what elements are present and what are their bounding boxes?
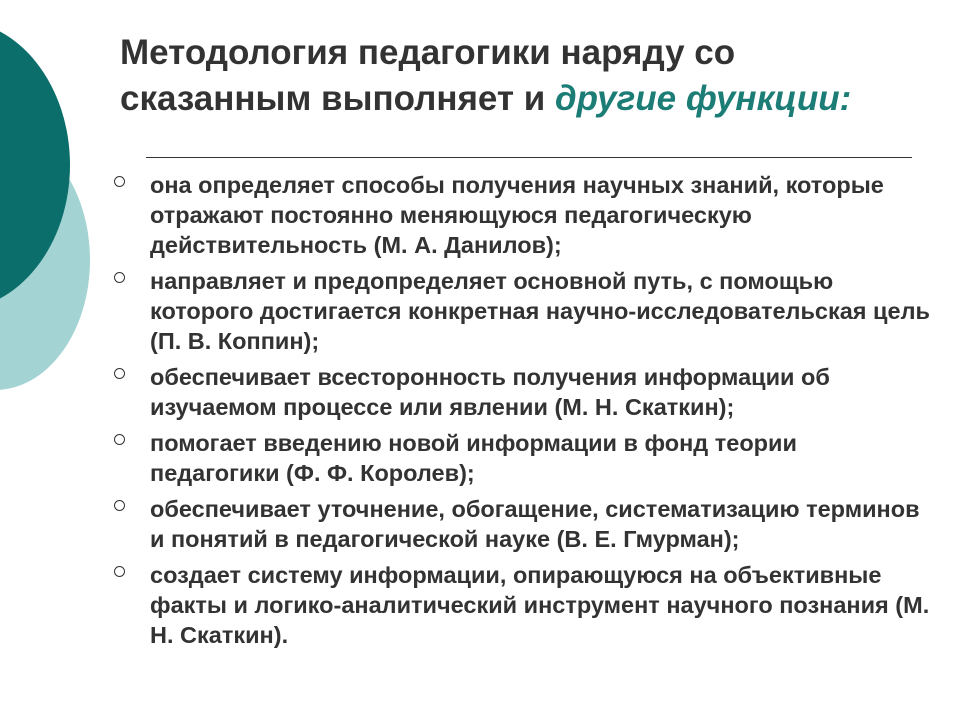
hollow-circle-bullet-icon [114, 500, 125, 511]
hollow-circle-bullet-icon [114, 434, 125, 445]
title-line-2: сказанным выполняет и [120, 79, 546, 118]
hollow-circle-bullet-icon [114, 272, 125, 283]
bullet-item [112, 266, 932, 356]
bullet-text: она определяет способы получения научных знаний, которые отражают постоянно меняющуюся педагогическую действительность (М. А. Данилов); [150, 172, 884, 258]
bullet-list [112, 170, 932, 656]
title-line-1: Методология педагогики наряду со [120, 33, 736, 72]
hollow-circle-bullet-icon [114, 566, 125, 577]
bullet-text: обеспечивает всесторонность получения информации об изучаемом процессе или явлении (М. Н. Скаткин); [150, 364, 830, 420]
hollow-circle-bullet-icon [114, 176, 125, 187]
bullet-item [112, 362, 932, 422]
bullet-item [112, 170, 932, 260]
title-emphasis: другие функции: [555, 79, 852, 118]
bullet-text: создает систему информации, опирающуюся на объективные факты и логико-аналитический инструмент научного познания (М. Н. Скаткин). [150, 562, 930, 648]
bullet-item [112, 560, 932, 650]
bullet-item [112, 428, 932, 488]
bullet-text: направляет и предопределяет основной путь, с помощью которого достигается конкретная научно-исследовательская цель (П. В. Коппин); [150, 268, 930, 354]
slide-title [120, 30, 920, 122]
bullet-item [112, 494, 932, 554]
bullet-text: обеспечивает уточнение, обогащение, систематизацию терминов и понятий в педагогической науке (В. Е. Гмурман); [150, 496, 920, 552]
bullet-text: помогает введению новой информации в фонд теории педагогики (Ф. Ф. Королев); [150, 430, 797, 486]
title-divider [146, 157, 912, 158]
hollow-circle-bullet-icon [114, 368, 125, 379]
